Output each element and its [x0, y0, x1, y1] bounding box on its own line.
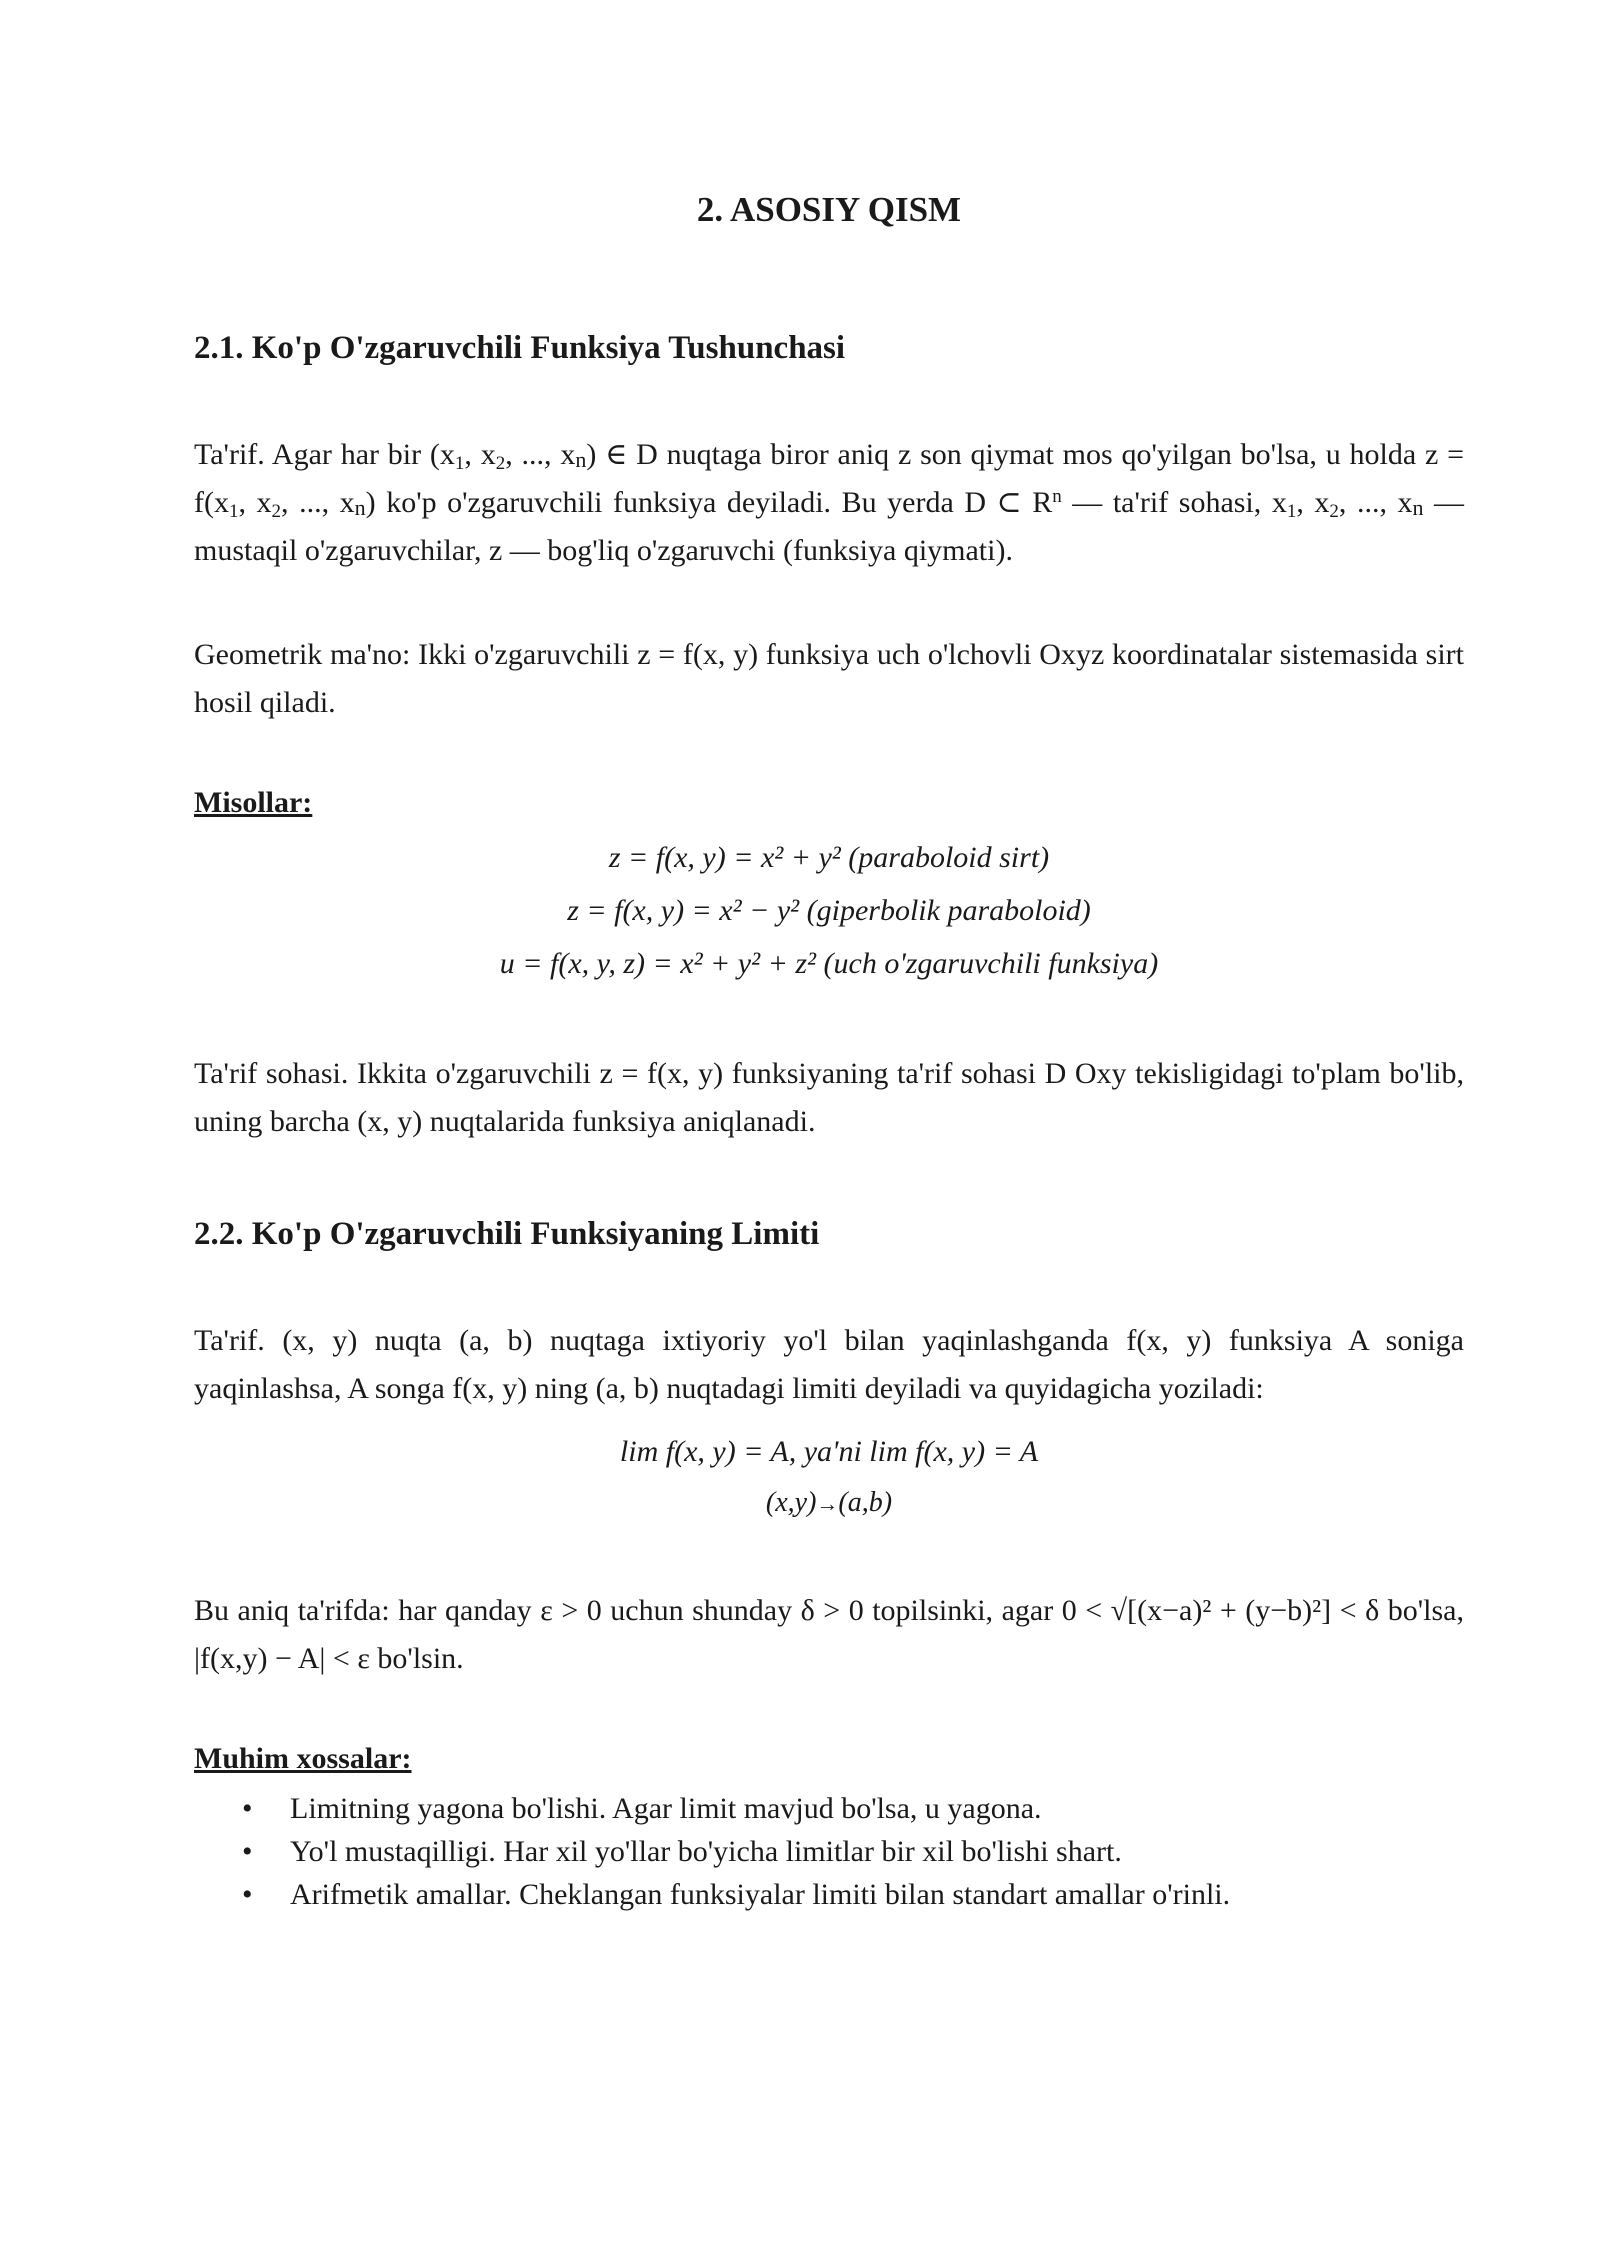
text-run: ) ∈ D nuqtaga biror aniq z son qiymat mos qo'yilgan bo'lsa, u holda z = f(x	[194, 438, 1465, 519]
text-run: — ta'rif sohasi, x	[1061, 486, 1287, 519]
text-run: , ..., x	[1338, 486, 1413, 519]
document-content	[194, 190, 1464, 1916]
limit-subscript	[194, 1478, 1464, 1529]
subscript: n	[575, 447, 587, 472]
text-run: — mustaqil o'zgaruvchilar, z — bog'liq o'zgaruvchi (funksiya qiymati).	[194, 486, 1465, 567]
subscript: 1	[1286, 501, 1297, 522]
domain-paragraph: Ta'rif sohasi. Ikkita o'zgaruvchili z = f(x, y) funksiyaning ta'rif sohasi D Oxy tekisligidagi to'plam bo'lib, uning barcha (x, y) nuqtalarida funksiya aniqlanadi.	[194, 1057, 1464, 1138]
superscript: n	[1052, 486, 1062, 507]
section-heading-2-1: 2.1. Ko'p O'zgaruvchili Funksiya Tushunchasi	[194, 330, 846, 366]
text-run: , x	[464, 438, 496, 471]
subscript: n	[354, 495, 366, 520]
list-item	[194, 1787, 1464, 1830]
arrow-icon: →	[816, 1491, 839, 1516]
limit-definition-paragraph: Ta'rif. (x, y) nuqta (a, b) nuqtaga ixtiyoriy yo'l bilan yaqinlashganda f(x, y) funksiya A soniga yaqinlashsa, A songa f(x, y) ning (a, b) nuqtadagi limiti deyiladi va quyidagicha yoziladi:	[194, 1324, 1464, 1405]
formula-three-variable: u = f(x, y, z) = x² + y² + z² (uch o'zgaruvchili funksiya)	[499, 947, 1159, 980]
limit-subscript-left: (x,y)	[765, 1487, 817, 1518]
definition-paragraph	[194, 431, 1464, 575]
epsilon-delta-paragraph: Bu aniq ta'rifda: har qanday ε > 0 uchun shunday δ > 0 topilsinki, agar 0 < √[(x−a)² + (y−b)²] < δ bo'lsa, |f(x,y) − A| < ε bo'lsin.	[194, 1594, 1464, 1675]
limit-expression: lim f(x, y) = A, ya'ni lim f(x, y) = A	[619, 1435, 1039, 1468]
list-item	[194, 1830, 1464, 1873]
text-run: ) ko'p o'zgaruvchili funksiya deyiladi. Bu yerda D ⊂ R	[365, 486, 1053, 519]
subscript: 1	[454, 453, 465, 474]
bullet-icon: •	[242, 1835, 253, 1868]
geometric-meaning-paragraph: Geometrik ma'no: Ikki o'zgaruvchili z = f(x, y) funksiya uch o'lchovli Oxyz koordinatalar sistemasida sirt hosil qiladi.	[194, 638, 1464, 719]
list-item-text: Limitning yagona bo'lishi. Agar limit mavjud bo'lsa, u yagona.	[290, 1792, 1042, 1825]
examples-label: Misollar:	[194, 786, 313, 819]
list-item	[194, 1873, 1464, 1916]
subscript: n	[1412, 495, 1424, 520]
formula-paraboloid: z = f(x, y) = x² + y² (paraboloid sirt)	[608, 841, 1050, 874]
limit-formula	[194, 1425, 1464, 1529]
section-gap	[194, 1202, 1464, 1216]
section-heading-2-2: 2.2. Ko'p O'zgaruvchili Funksiyaning Limiti	[194, 1216, 820, 1252]
formula-list	[194, 831, 1464, 990]
subscript: 2	[1329, 501, 1339, 522]
bullet-icon: •	[242, 1878, 253, 1911]
list-item-text: Yo'l mustaqilligi. Har xil yo'llar bo'yicha limitlar bir xil bo'lishi shart.	[290, 1835, 1122, 1868]
bullet-icon: •	[242, 1792, 253, 1825]
text-run: , x	[238, 486, 272, 519]
list-item-text: Arifmetik amallar. Cheklangan funksiyalar limiti bilan standart amallar o'rinli.	[290, 1878, 1231, 1911]
properties-list	[194, 1787, 1464, 1916]
page-title: 2. ASOSIY QISM	[696, 190, 962, 229]
subscript: 2	[495, 453, 506, 474]
subscript: 2	[271, 501, 282, 522]
subscript: 1	[228, 501, 239, 522]
formula-hyperbolic-paraboloid: z = f(x, y) = x² − y² (giperbolik paraboloid)	[567, 894, 1091, 927]
text-run: Ta'rif. Agar har bir (x	[194, 438, 455, 471]
properties-label: Muhim xossalar:	[194, 1742, 412, 1775]
text-run: , ..., x	[505, 438, 576, 471]
limit-subscript-right: (a,b)	[838, 1487, 893, 1518]
text-run: , ..., x	[281, 486, 355, 519]
text-run: , x	[1296, 486, 1330, 519]
